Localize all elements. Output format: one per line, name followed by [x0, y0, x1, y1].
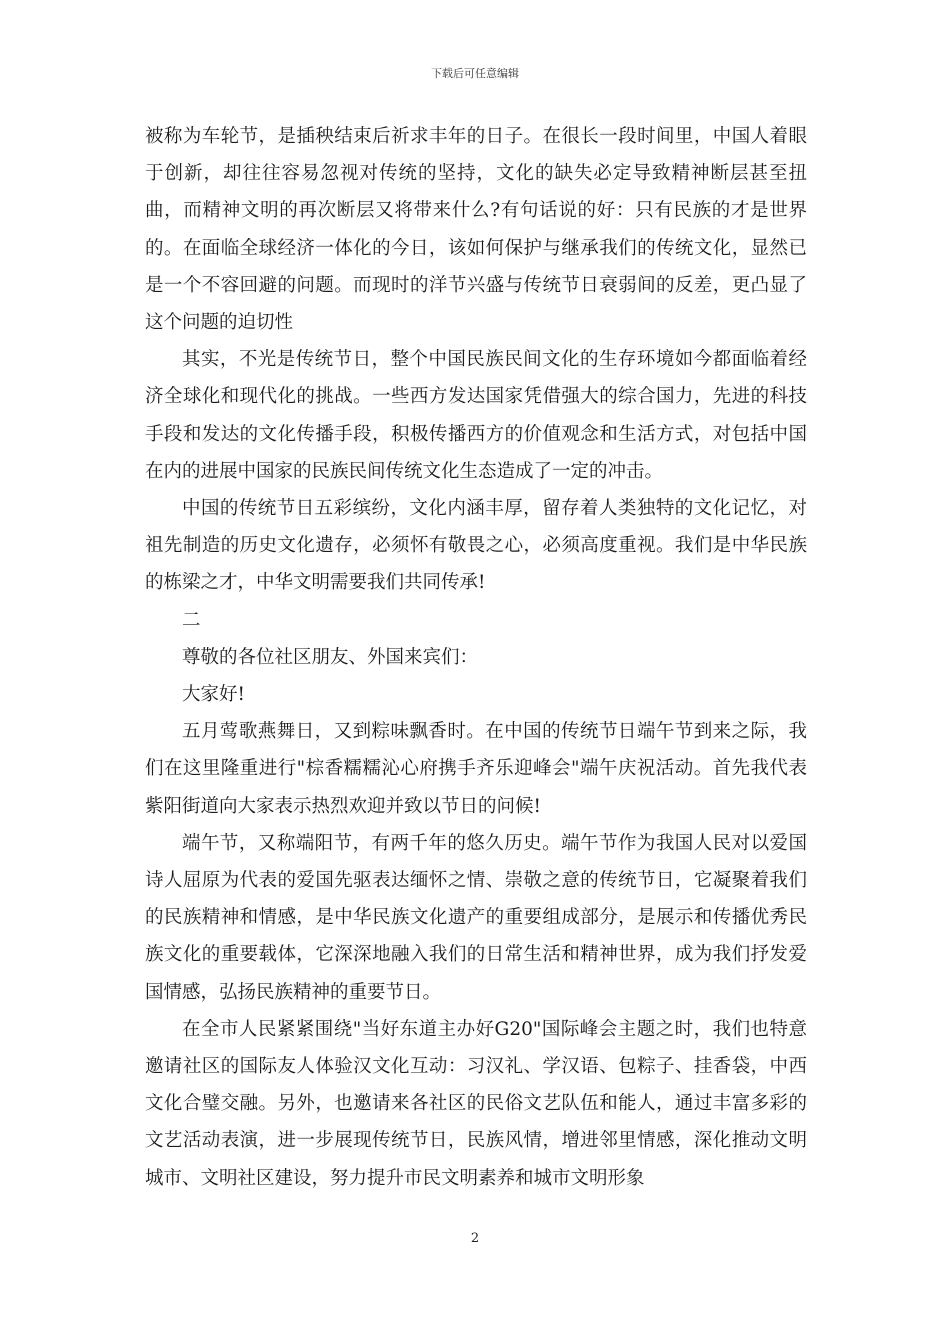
paragraph-6: 在全市人民紧紧围绕"当好东道主办好G20"国际峰会主题之时，我们也特意邀请社区的国际友人体验汉文化互动：习汉礼、学汉语、包粽子、挂香袋，中西文化合璧交融。另外，也邀请来各社区的民俗文艺队伍和能人，通过丰富多彩的文艺活动表演，进一步展现传统节日，民族风情，增进邻里情感，深化推动文明城市、文明社区建设，努力提升市民文明素养和城市文明形象: [145, 1018, 807, 1189]
paragraph-4: 五月莺歌燕舞日，又到粽味飘香时。在中国的传统节日端午节到来之际，我们在这里隆重进行"棕香糯糯沁心府携手齐乐迎峰会"端午庆祝活动。首先我代表紫阳街道向大家表示热烈欢迎并致以节日的问候!: [145, 721, 807, 817]
paragraph-5: 端午节，又称端阳节，有两千年的悠久历史。端午节作为我国人民对以爱国诗人屈原为代表的爱国先驱表达缅怀之情、崇敬之意的传统节日，它凝聚着我们的民族精神和情感，是中华民族文化遗产的重要组成部分，是展示和传播优秀民族文化的重要载体，它深深地融入我们的日常生活和精神世界，成为我们抒发爱国情感，弘扬民族精神的重要节日。: [145, 832, 807, 1003]
paragraph-1: 被称为车轮节，是插秧结束后祈求丰年的日子。在很长一段时间里，中国人着眼于创新，却往往容易忽视对传统的坚持，文化的缺失必定导致精神断层甚至扭曲，而精神文明的再次断层又将带来什么?有句话说的好：只有民族的才是世界的。在面临全球经济一体化的今日，该如何保护与继承我们的传统文化，显然已是一个不容回避的问题。而现时的洋节兴盛与传统节日衰弱间的反差，更凸显了这个问题的迫切性: [145, 126, 807, 334]
document-body: [145, 118, 807, 1197]
section-number: 二: [182, 609, 201, 631]
page-number: 2: [470, 1231, 480, 1246]
paragraph-3: 中国的传统节日五彩缤纷，文化内涵丰厚，留存着人类独特的文化记忆，对祖先制造的历史文化遗存，必须怀有敬畏之心，必须高度重视。我们是中华民族的栋梁之才，中华文明需要我们共同传承!: [145, 498, 807, 594]
paragraph-2: 其实，不光是传统节日，整个中国民族民间文化的生存环境如今都面临着经济全球化和现代化的挑战。一些西方发达国家凭借强大的综合国力，先进的科技手段和发达的文化传播手段，积极传播西方的价值观念和生活方式，对包括中国在内的进展中国家的民族民间传统文化生态造成了一定的冲击。: [145, 349, 807, 482]
salutation: 尊敬的各位社区朋友、外国来宾们：: [182, 646, 479, 668]
page-header: 下载后可任意编辑: [431, 67, 519, 80]
greeting: 大家好!: [182, 684, 245, 706]
